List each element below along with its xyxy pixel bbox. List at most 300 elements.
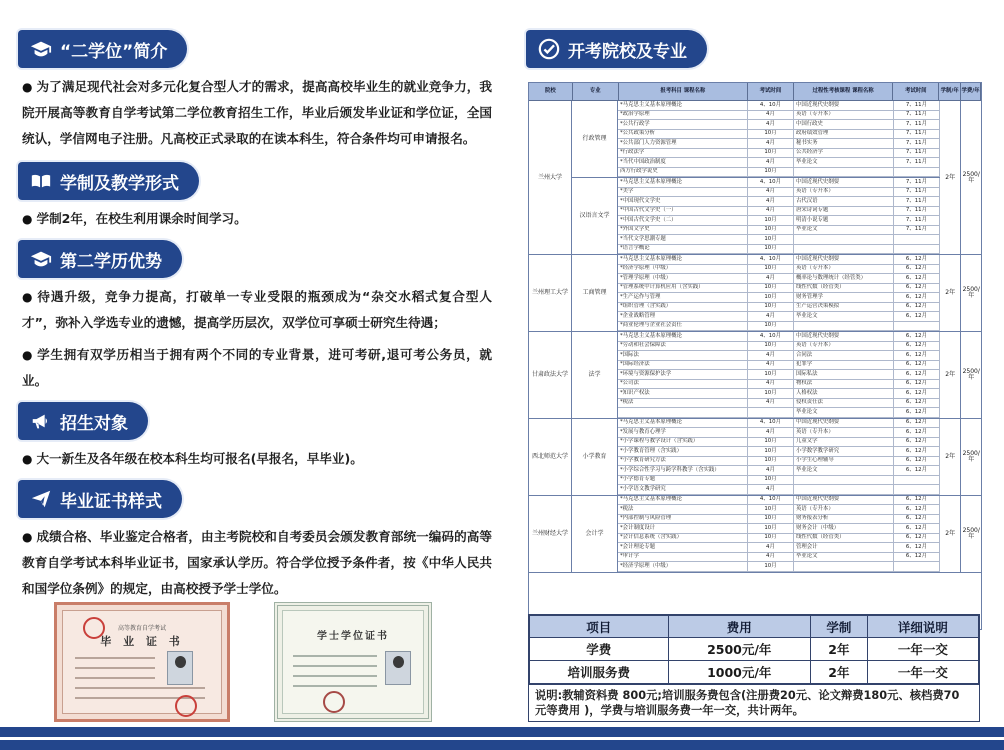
schedule-header-cell: 专业 <box>573 83 619 100</box>
table-cell <box>894 485 940 494</box>
table-cell: 6、12月 <box>894 274 940 283</box>
table-cell: 10月 <box>748 235 794 244</box>
table-row <box>618 543 940 553</box>
table-cell: *会计信息系统（含实践） <box>618 534 748 543</box>
table-cell: 古代汉语 <box>794 197 894 206</box>
table-cell: 10月 <box>748 130 794 139</box>
table-cell: *企业战略管理 <box>618 312 748 321</box>
table-cell: *商业伦理与企业社会责任 <box>618 322 748 331</box>
table-cell: 10月 <box>748 149 794 158</box>
table-cell: 英语（专升本） <box>794 265 894 274</box>
table-cell: *公共部门人力资源管理 <box>618 139 748 148</box>
fee-cell: 1000元/年 <box>668 661 811 684</box>
table-cell: 10月 <box>748 515 794 524</box>
table-cell: 4、10月 <box>748 332 794 341</box>
table-cell: 10月 <box>748 322 794 331</box>
section-header <box>18 480 182 518</box>
section <box>18 30 492 152</box>
fee-header-cell: 费用 <box>668 616 811 638</box>
table-cell: 10月 <box>748 342 794 351</box>
major-name: 汉语言文学 <box>572 178 618 254</box>
table-cell: 6、12月 <box>894 342 940 351</box>
section-paragraph <box>18 342 492 394</box>
table-cell: 6、12月 <box>894 457 940 466</box>
table-cell: 10月 <box>748 505 794 514</box>
table-cell: *知识产权法 <box>618 389 748 398</box>
table-row <box>618 332 940 342</box>
table-row <box>618 245 940 255</box>
fee-row <box>530 638 979 661</box>
table-cell <box>894 235 940 244</box>
table-cell: *经济学原理（中级） <box>618 265 748 274</box>
table-cell <box>894 245 940 254</box>
table-cell: 10月 <box>748 226 794 235</box>
table-cell: 西方行政学说史 <box>618 168 748 177</box>
table-cell: 财务报表分析 <box>794 515 894 524</box>
school-group <box>529 496 981 573</box>
table-cell: 10月 <box>748 265 794 274</box>
table-cell: 7、11月 <box>894 188 940 197</box>
section-paragraph <box>18 524 492 602</box>
table-cell: *公共政策分析 <box>618 130 748 139</box>
table-cell: 6、12月 <box>894 419 940 428</box>
table-row <box>618 466 940 476</box>
table-cell: 6、12月 <box>894 380 940 389</box>
table-row <box>618 351 940 361</box>
table-row <box>618 380 940 390</box>
table-cell: 7、11月 <box>894 101 940 110</box>
table-cell: 4月 <box>748 111 794 120</box>
table-cell: *会计理论专题 <box>618 543 748 552</box>
table-cell: 4月 <box>748 380 794 389</box>
table-cell: 4月 <box>748 207 794 216</box>
photo-icon <box>385 651 411 685</box>
table-cell: 6、12月 <box>894 553 940 562</box>
fee-cell: 2500元/年 <box>668 638 811 661</box>
table-row <box>618 207 940 217</box>
major-name: 行政管理 <box>572 101 618 177</box>
school-name: 甘肃政法大学 <box>529 332 572 418</box>
table-row <box>618 158 940 168</box>
table-cell: *政治学原理 <box>618 111 748 120</box>
table-cell: 4月 <box>748 120 794 129</box>
table-row <box>618 457 940 467</box>
table-row <box>618 312 940 322</box>
table-cell: 6、12月 <box>894 293 940 302</box>
section-paragraph <box>18 74 492 152</box>
table-cell: *国际法 <box>618 351 748 360</box>
table-cell: 4月 <box>748 139 794 148</box>
school-name: 兰州理工大学 <box>529 255 572 331</box>
fee-table <box>528 614 980 722</box>
table-cell: 10月 <box>748 457 794 466</box>
table-row <box>618 322 940 332</box>
table-row <box>618 120 940 130</box>
schedule-header-cell: 过程性考核课程 课程名称 <box>794 83 894 100</box>
cert-issuer: 高等教育自学考试 <box>117 625 166 632</box>
table-row <box>618 447 940 457</box>
fee-cell: 2500/年 <box>962 286 980 299</box>
table-cell: 中国近现代史纲要 <box>794 101 894 110</box>
school-group <box>529 419 981 496</box>
schedule-header-cell: 报考科目 课程名称 <box>619 83 748 100</box>
table-cell: *马克思主义基本原理概论 <box>618 255 748 264</box>
table-cell: 毕业论文 <box>794 553 894 562</box>
table-cell: 中国近现代史纲要 <box>794 496 894 505</box>
years-cell: 2年 <box>940 101 962 254</box>
table-cell: *税法 <box>618 505 748 514</box>
major-name: 工商管理 <box>572 255 618 331</box>
table-cell: 中国近现代史纲要 <box>794 178 894 187</box>
table-cell <box>894 322 940 331</box>
fee-cell: 一年一交 <box>867 661 978 684</box>
schedule-header-cell: 院校 <box>529 83 573 100</box>
seal-icon <box>175 695 197 717</box>
table-cell: 10月 <box>748 534 794 543</box>
table-cell: 7、11月 <box>894 111 940 120</box>
table-cell: *语言学概论 <box>618 245 748 254</box>
fee-row <box>530 661 979 684</box>
table-cell: 6、12月 <box>894 534 940 543</box>
table-cell: 4月 <box>748 466 794 475</box>
left-column <box>18 30 492 610</box>
certificate-samples <box>48 600 448 722</box>
section-title: 学制及教学形式 <box>60 173 179 194</box>
section-title: “二学位”简介 <box>60 41 168 62</box>
table-cell: 管理会计 <box>794 543 894 552</box>
table-cell: *小学教育研究方法 <box>618 457 748 466</box>
school-group <box>529 332 981 419</box>
years-cell: 2年 <box>940 332 962 418</box>
table-row <box>618 389 940 399</box>
check-circle-icon <box>538 38 560 60</box>
table-cell: 6、12月 <box>894 332 940 341</box>
table-cell <box>894 562 940 571</box>
table-row <box>618 428 940 438</box>
table-cell: 6、12月 <box>894 303 940 312</box>
table-cell: *公司法 <box>618 380 748 389</box>
major-name: 法学 <box>572 332 618 418</box>
open-book-icon <box>30 170 52 192</box>
section-header <box>18 162 199 200</box>
table-row <box>618 111 940 121</box>
table-cell: *生产运作与管理 <box>618 293 748 302</box>
seal-icon <box>83 617 105 639</box>
table-cell: *行政法学 <box>618 149 748 158</box>
table-row <box>618 265 940 275</box>
table-cell: 10月 <box>748 293 794 302</box>
table-cell: 儿童文学 <box>794 438 894 447</box>
paragraph-text: 学生拥有双学历相当于拥有两个不同的专业背景，进可考研,退可考公务员，就业。 <box>22 347 492 388</box>
table-cell: 小学生心理辅导 <box>794 457 894 466</box>
table-cell: 10月 <box>748 389 794 398</box>
table-cell: 线性代数（经管类） <box>794 284 894 293</box>
table-cell <box>618 408 748 417</box>
table-row <box>618 505 940 515</box>
table-cell: *环境与资源保护法学 <box>618 370 748 379</box>
table-cell <box>894 476 940 485</box>
schedule-header-cell: 学制/年 <box>939 83 961 100</box>
table-cell: *会计制度设计 <box>618 524 748 533</box>
years-cell: 2年 <box>940 496 962 572</box>
fee-cell: 2年 <box>811 638 868 661</box>
table-cell: 6、12月 <box>894 438 940 447</box>
table-cell: 犯罪学 <box>794 361 894 370</box>
school-name: 兰州财经大学 <box>529 496 572 572</box>
table-cell: 10月 <box>748 524 794 533</box>
table-cell: 6、12月 <box>894 351 940 360</box>
table-cell: 7、11月 <box>894 178 940 187</box>
table-cell: 4月 <box>748 485 794 494</box>
table-cell: 6、12月 <box>894 361 940 370</box>
table-row <box>618 408 940 418</box>
section-header <box>18 402 148 440</box>
table-cell: *发展与教育心理学 <box>618 428 748 437</box>
table-cell: 财务会计（中级） <box>794 524 894 533</box>
schedule-header-cell: 考试时间 <box>748 83 794 100</box>
table-row <box>618 534 940 544</box>
fee-cell: 2500/年 <box>962 170 980 184</box>
schedule-table <box>528 82 982 630</box>
table-cell: 4、10月 <box>748 419 794 428</box>
table-cell: *当代中国政治制度 <box>618 158 748 167</box>
table-cell: 10月 <box>748 168 794 177</box>
table-cell: 4月 <box>748 274 794 283</box>
paragraph-text: 大一新生及各年级在校本科生均可报名(早报名，早毕业)。 <box>36 451 363 466</box>
fee-cell: 2500/年 <box>962 367 980 381</box>
table-cell: 中国近现代史纲要 <box>794 255 894 264</box>
table-cell <box>794 476 894 485</box>
major-name: 会计学 <box>572 496 618 572</box>
table-cell: 毕业论文 <box>794 226 894 235</box>
table-cell: 人格权法 <box>794 389 894 398</box>
table-cell: 概率论与数理统计（经管类） <box>794 274 894 283</box>
section-header <box>18 240 182 278</box>
table-cell: *税法 <box>618 399 748 408</box>
footer-bar <box>0 740 1004 750</box>
table-cell: 7、11月 <box>894 207 940 216</box>
right-column <box>520 30 982 68</box>
table-cell <box>794 245 894 254</box>
table-cell: 4月 <box>748 361 794 370</box>
table-row <box>618 342 940 352</box>
table-cell: 财务管理学 <box>794 293 894 302</box>
section-paragraph <box>18 206 492 232</box>
paragraph-text: 待遇升级，竞争力提高，打破单一专业受限的瓶颈成为“杂交水稻式复合型人才”，弥补入学选专业的遗憾，提高学历层次，双学位可享硕士研究生待遇； <box>22 289 492 330</box>
table-row <box>618 197 940 207</box>
table-cell: 6、12月 <box>894 543 940 552</box>
table-row <box>618 485 940 495</box>
table-row <box>618 168 940 178</box>
table-cell: *马克思主义基本原理概论 <box>618 332 748 341</box>
table-row <box>618 188 940 198</box>
fee-cell: 一年一交 <box>867 638 978 661</box>
table-cell: 国际私法 <box>794 370 894 379</box>
table-cell: 秘书实务 <box>794 139 894 148</box>
table-cell: 6、12月 <box>894 428 940 437</box>
table-cell: 毕业论文 <box>794 158 894 167</box>
section <box>18 480 492 602</box>
schedule-header-cell: 学费/年 <box>961 83 981 100</box>
paragraph-text: 学制2年，在校生利用课余时间学习。 <box>36 211 247 226</box>
table-cell: 4月 <box>748 312 794 321</box>
table-cell: 7、11月 <box>894 216 940 225</box>
table-cell: *中国现代文学史 <box>618 197 748 206</box>
degree-certificate <box>274 602 432 722</box>
table-cell: 6、12月 <box>894 496 940 505</box>
table-cell: 10月 <box>748 562 794 571</box>
graduation-certificate <box>54 602 230 722</box>
table-cell: *马克思主义基本原理概论 <box>618 496 748 505</box>
table-cell <box>794 235 894 244</box>
graduation-cap-icon <box>30 248 52 270</box>
table-cell: *经济学原理（中级） <box>618 562 748 571</box>
table-cell <box>894 168 940 177</box>
table-cell: 物权法 <box>794 380 894 389</box>
table-cell: *管理学原理（中级） <box>618 274 748 283</box>
megaphone-icon <box>30 410 52 432</box>
table-cell: 毕业论文 <box>794 312 894 321</box>
table-row <box>618 101 940 111</box>
table-cell: 小学数学教学研究 <box>794 447 894 456</box>
table-row <box>618 419 940 429</box>
fee-cell: 学费 <box>530 638 669 661</box>
school-group <box>529 101 981 255</box>
table-cell: *中国古代文学史（一） <box>618 207 748 216</box>
section-title: 开考院校及专业 <box>568 41 687 62</box>
table-row <box>618 524 940 534</box>
graduation-cap-icon <box>30 38 52 60</box>
table-cell: 合同法 <box>794 351 894 360</box>
table-row <box>618 303 940 313</box>
table-cell: 英语（专升本） <box>794 342 894 351</box>
table-cell: 4月 <box>748 553 794 562</box>
table-cell: 4月 <box>748 543 794 552</box>
seal-icon <box>323 691 345 713</box>
table-row <box>618 130 940 140</box>
fee-cell: 2500/年 <box>962 449 980 463</box>
table-row <box>618 476 940 486</box>
cert-title: 毕 业 证 书 <box>100 635 184 648</box>
table-cell: 6、12月 <box>894 255 940 264</box>
cert-title: 学士学位证书 <box>317 631 389 642</box>
fee-cell: 培训服务费 <box>530 661 669 684</box>
table-row <box>618 178 940 188</box>
table-cell: 中国近现代史纲要 <box>794 419 894 428</box>
table-cell: 4、10月 <box>748 178 794 187</box>
table-row <box>618 553 940 563</box>
section-header-schools <box>526 30 707 68</box>
table-cell: 毕业论文 <box>794 466 894 475</box>
footer-bar <box>0 727 1004 737</box>
table-cell: 7、11月 <box>894 130 940 139</box>
table-cell: *小学综合性学习与跨学科教学（含实践） <box>618 466 748 475</box>
table-cell: 6、12月 <box>894 524 940 533</box>
bullet-icon: ● <box>22 530 33 544</box>
fee-cell: 2年 <box>811 661 868 684</box>
years-cell: 2年 <box>940 419 962 495</box>
table-row <box>618 139 940 149</box>
table-cell: *当代文学思潮专题 <box>618 235 748 244</box>
major-name: 小学教育 <box>572 419 618 495</box>
schedule-header-cell: 考试时间 <box>893 83 939 100</box>
section <box>18 402 492 472</box>
photo-icon <box>167 651 193 685</box>
table-cell: 公共经济学 <box>794 149 894 158</box>
table-cell: 6、12月 <box>894 505 940 514</box>
table-cell: 6、12月 <box>894 515 940 524</box>
table-cell: 6、12月 <box>894 265 940 274</box>
table-cell: 毕业论文 <box>794 408 894 417</box>
table-row <box>618 496 940 506</box>
bullet-icon: ● <box>22 452 33 466</box>
table-cell: 7、11月 <box>894 158 940 167</box>
table-cell: 6、12月 <box>894 370 940 379</box>
table-cell: *小学教育管理（含实践） <box>618 447 748 456</box>
table-row <box>618 361 940 371</box>
table-cell: 政府绩效管理 <box>794 130 894 139</box>
section-title: 第二学历优势 <box>60 251 162 272</box>
table-row <box>618 293 940 303</box>
table-cell: *公共行政学 <box>618 120 748 129</box>
paragraph-text: 成绩合格、毕业鉴定合格者，由主考院校和自考委员会颁发教育部统一编码的高等教育自学考试本科毕业证书，国家承认学历。符合学位授予条件者，按《中华人民共和国学位条例》的规定，由高校授予学士学位。 <box>22 529 492 596</box>
bullet-icon: ● <box>22 348 34 362</box>
table-row <box>618 216 940 226</box>
table-cell: 7、11月 <box>894 139 940 148</box>
table-cell: 明清小说专题 <box>794 216 894 225</box>
table-cell: 英语（专升本） <box>794 111 894 120</box>
fee-note: 说明:教辅资料费 800元;培训服务费包含(注册费20元、论文辩费180元、核档费70 元等费用 )，学费与培训服务费一年一交，共计两年。 <box>529 684 979 721</box>
table-row <box>618 255 940 265</box>
table-cell: 7、11月 <box>894 226 940 235</box>
bullet-icon: ● <box>22 80 33 94</box>
schedule-header <box>529 83 981 101</box>
table-cell: 6、12月 <box>894 447 940 456</box>
table-cell: 10月 <box>748 438 794 447</box>
table-cell: *组织管理（含实践） <box>618 303 748 312</box>
table-cell: 10月 <box>748 216 794 225</box>
table-cell: 4月 <box>748 188 794 197</box>
section-header <box>18 30 187 68</box>
table-cell: 10月 <box>748 370 794 379</box>
bullet-icon: ● <box>22 290 34 304</box>
section-paragraph <box>18 446 492 472</box>
table-row <box>618 515 940 525</box>
table-cell: 英语（专升本） <box>794 188 894 197</box>
table-cell: 4月 <box>748 197 794 206</box>
table-cell: *小学语文教学研究 <box>618 485 748 494</box>
fee-cell: 2500/年 <box>962 526 980 540</box>
table-cell: 线性代数（经管类） <box>794 534 894 543</box>
table-cell: *国际经济法 <box>618 361 748 370</box>
school-name: 西北师范大学 <box>529 419 572 495</box>
section-paragraph <box>18 284 492 336</box>
table-cell: 英语（专升本） <box>794 505 894 514</box>
table-cell: *外国文学史 <box>618 226 748 235</box>
table-cell: 英语（专升本） <box>794 428 894 437</box>
table-cell <box>794 562 894 571</box>
fee-header-cell: 详细说明 <box>867 616 978 638</box>
bullet-icon: ● <box>22 212 33 226</box>
table-row <box>618 438 940 448</box>
table-cell: 10月 <box>748 476 794 485</box>
table-row <box>618 399 940 409</box>
table-cell <box>794 322 894 331</box>
table-cell: 4月 <box>748 351 794 360</box>
section <box>18 162 492 232</box>
table-cell: *马克思主义基本原理概论 <box>618 178 748 187</box>
table-cell: *小学德育专题 <box>618 476 748 485</box>
